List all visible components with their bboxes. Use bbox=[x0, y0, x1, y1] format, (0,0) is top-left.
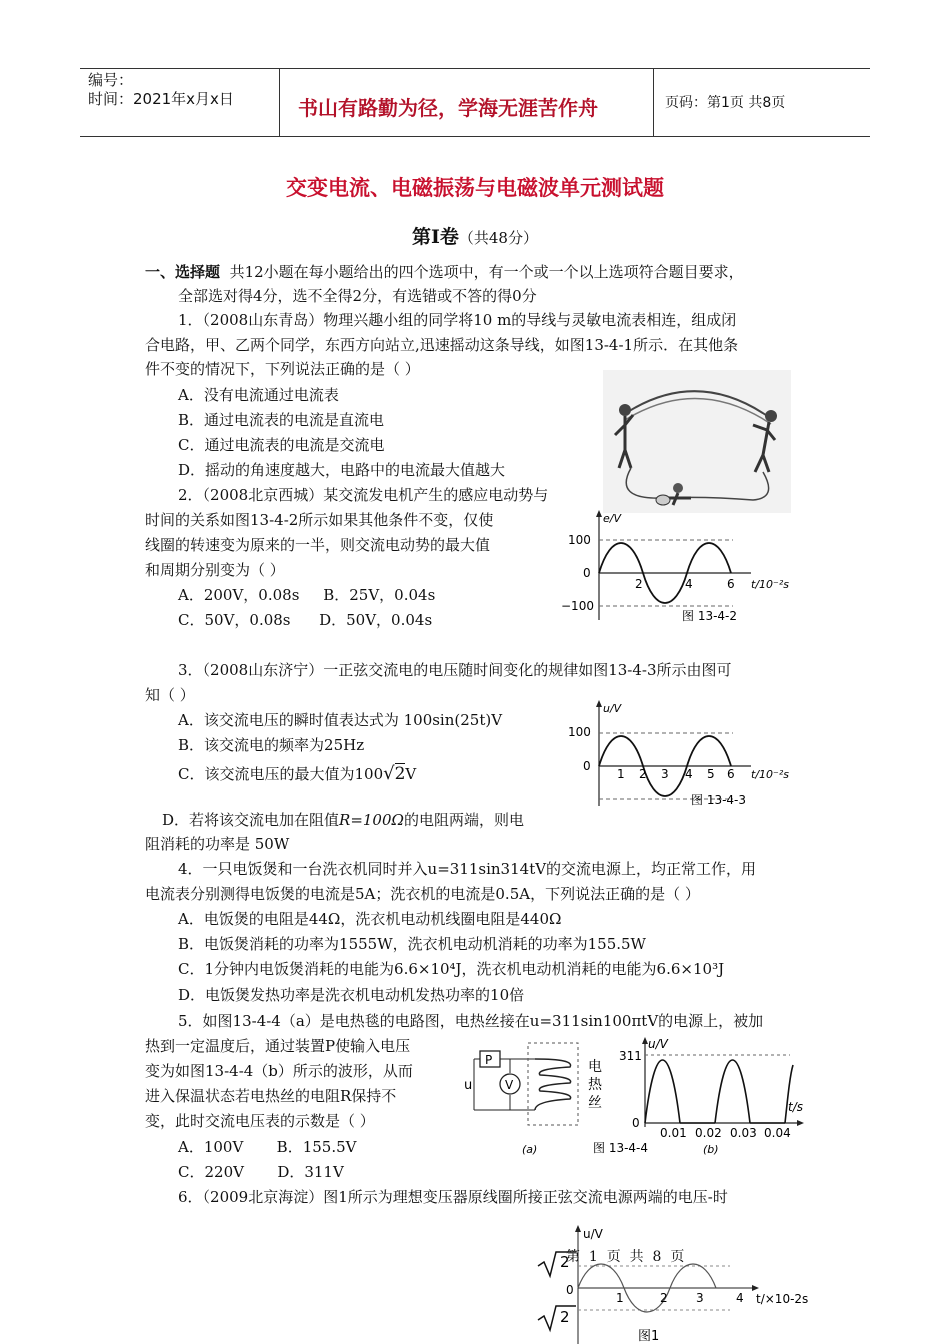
q6-xtick: 1 bbox=[616, 1291, 624, 1305]
q3-option-d-math: R=100Ω bbox=[339, 811, 404, 829]
q5-wire-label: 热 bbox=[588, 1077, 602, 1093]
q3-ylabel: u/V bbox=[603, 702, 622, 715]
q2-text: 2．（2008北京西城）某交流发电机产生的感应电动势与 bbox=[178, 486, 549, 504]
q2-ytick: −100 bbox=[561, 599, 594, 613]
volume-label: 第Ⅰ卷 bbox=[412, 226, 459, 248]
page-title: 交变电流、电磁振荡与电磁波单元测试题 bbox=[286, 176, 664, 200]
q5-figure bbox=[460, 1035, 805, 1158]
q1-option-d: D．摇动的角速度越大，电路中的电流最大值越大 bbox=[178, 461, 506, 479]
q2-ylabel: e/V bbox=[603, 512, 621, 525]
q3-option-a: A．该交流电压的瞬时值表达式为 100sin(25t)V bbox=[178, 711, 503, 729]
q5-device-p: P bbox=[485, 1053, 493, 1067]
q3-option-c-radicand: 2 bbox=[394, 764, 406, 784]
q6-xtick: 2 bbox=[660, 1291, 668, 1305]
q5-wire-label: 丝 bbox=[588, 1095, 602, 1111]
q5-caption-b: (b) bbox=[703, 1143, 719, 1156]
header-top-rule bbox=[80, 68, 870, 69]
header-bottom-rule bbox=[80, 136, 870, 137]
q3-option-b: B．该交流电的频率为25Hz bbox=[178, 736, 365, 754]
q6-xlabel: t/×10-2s bbox=[756, 1292, 809, 1306]
q1-option-a: A．没有电流通过电流表 bbox=[178, 386, 339, 404]
q3-caption: 图 13-4-3 bbox=[691, 793, 747, 807]
q3-ytick: 100 bbox=[568, 725, 591, 739]
q3-option-d bbox=[162, 810, 524, 830]
header-motto: 书山有路勤为径，学海无涯苦作舟 bbox=[298, 96, 598, 120]
q1-text: 件不变的情况下，下列说法正确的是（ ） bbox=[145, 360, 420, 378]
q5-caption: 图 13-4-4 bbox=[593, 1141, 649, 1155]
q5-voltmeter: V bbox=[505, 1078, 514, 1092]
q5-options: C．220V D．311V bbox=[178, 1163, 344, 1181]
q2-text: 线圈的转速变为原来的一半，则交流电动势的最大值 bbox=[145, 536, 491, 554]
q2-xtick: 2 bbox=[635, 577, 643, 591]
q3-xtick: 3 bbox=[661, 767, 669, 781]
q1-option-c: C．通过电流表的电流是交流电 bbox=[178, 436, 385, 454]
q5-origin: 0 bbox=[632, 1116, 640, 1130]
q3-xtick: 5 bbox=[707, 767, 715, 781]
q2-xlabel: t/10⁻²s bbox=[751, 578, 789, 591]
q5-text: 变，此时交流电压表的示数是（ ） bbox=[145, 1112, 375, 1130]
q1-illustration bbox=[603, 370, 791, 513]
header-date: 时间：2021年x月x日 bbox=[88, 90, 234, 108]
q5-wire-label: 电 bbox=[588, 1059, 602, 1075]
q2-options: A．200V，0.08s B．25V，0.04s bbox=[178, 586, 436, 604]
q3-text: 3．（2008山东济宁）一正弦交流电的电压随时间变化的规律如图13-4-3所示由图可 bbox=[178, 661, 732, 679]
q5-xtick: 0.02 bbox=[695, 1126, 722, 1140]
q6-origin: 0 bbox=[566, 1283, 574, 1297]
q5-ytick: 311 bbox=[619, 1049, 642, 1063]
q5-xtick: 0.03 bbox=[730, 1126, 757, 1140]
q2-graph bbox=[555, 508, 800, 626]
q5-label-u: u bbox=[464, 1078, 473, 1093]
q3-graph bbox=[555, 698, 800, 810]
q3-ytick: 0 bbox=[583, 759, 591, 773]
q3-text: 知（ ） bbox=[145, 686, 195, 704]
volume-score: （共48分） bbox=[458, 229, 538, 247]
q5-options: A．100V B．155.5V bbox=[178, 1138, 357, 1156]
q6-graph bbox=[530, 1222, 820, 1344]
q5-text: 5．如图13-4-4（a）是电热毯的电路图，电热丝接在u=311sin100πtV的电源上，被加 bbox=[178, 1012, 764, 1030]
q6-sqrt-top: 2 bbox=[560, 1253, 570, 1271]
q5-text: 进入保温状态若电热丝的电阻R保持不 bbox=[145, 1087, 397, 1105]
q2-xtick: 4 bbox=[685, 577, 693, 591]
q4-text: 4．一只电饭煲和一台洗衣机同时并入u=311sin314tV的交流电源上，均正常工作，用 bbox=[178, 860, 757, 878]
q2-options: C．50V，0.08s D．50V，0.04s bbox=[178, 611, 433, 629]
q3-option-d-text: 的电阻两端，则电 bbox=[403, 811, 524, 829]
header-page-info: 页码：第1页 共8页 bbox=[665, 95, 786, 111]
q5-xtick: 0.04 bbox=[764, 1126, 791, 1140]
q4-option-a: A．电饭煲的电阻是44Ω，洗衣机电动机线圈电阻是440Ω bbox=[178, 910, 562, 928]
q2-ytick: 0 bbox=[583, 566, 591, 580]
q2-text: 时间的关系如图13-4-2所示如果其他条件不变，仅使 bbox=[145, 511, 494, 529]
q3-option-d-line2: 阻消耗的功率是 50W bbox=[145, 835, 290, 853]
q2-ytick: 100 bbox=[568, 533, 591, 547]
q3-xtick: 6 bbox=[727, 767, 735, 781]
q6-caption: 图1 bbox=[638, 1329, 660, 1344]
q3-xtick: 4 bbox=[685, 767, 693, 781]
q4-option-c: C．1分钟内电饭煲消耗的电能为6.6×10⁴J，洗衣机电动机消耗的电能为6.6×10³J bbox=[178, 960, 725, 978]
q5-xtick: 0.01 bbox=[660, 1126, 687, 1140]
q2-xtick: 6 bbox=[727, 577, 735, 591]
q4-text: 电流表分别测得电饭煲的电流是5A；洗衣机的电流是0.5A，下列说法正确的是（ ） bbox=[145, 885, 700, 903]
q1-text: 合电路，甲、乙两个同学，东西方向站立,迅速摇动这条导线，如图13-4-1所示．在其他条 bbox=[145, 336, 739, 354]
volume-heading bbox=[0, 222, 950, 249]
header-divider bbox=[653, 68, 654, 136]
q3-xtick: 2 bbox=[639, 767, 647, 781]
q5-text: 变为如图13-4-4（b）所示的波形，从而 bbox=[145, 1062, 413, 1080]
q4-option-d: D．电饭煲发热功率是洗衣机电动机发热功率的10倍 bbox=[178, 986, 525, 1004]
header-number: 编号： bbox=[88, 71, 134, 89]
q6-ylabel: u/V bbox=[583, 1227, 603, 1241]
q3-xlabel: t/10⁻²s bbox=[751, 768, 789, 781]
header-divider bbox=[279, 68, 280, 136]
section-intro-line: 全部选对得4分，选不全得2分，有选错或不答的得0分 bbox=[178, 287, 537, 305]
section-intro-line: 共12小题在每小题给出的四个选项中，有一个或一个以上选项符合题目要求， bbox=[229, 263, 744, 281]
section-heading: 一、选择题 bbox=[145, 263, 221, 281]
q3-xtick: 1 bbox=[617, 767, 625, 781]
q3-option-c: C．该交流电压的最大值为100√2V bbox=[178, 763, 417, 784]
q5-caption-a: (a) bbox=[522, 1143, 538, 1156]
section-intro bbox=[145, 262, 744, 282]
q6-sqrt-bottom: 2 bbox=[560, 1308, 570, 1326]
q5-ylabel: u/V bbox=[648, 1037, 668, 1051]
q3-option-c-unit: V bbox=[405, 765, 417, 783]
q3-option-c-text: C．该交流电压的最大值为100 bbox=[178, 765, 384, 783]
q2-caption: 图 13-4-2 bbox=[682, 609, 738, 623]
q2-text: 和周期分别变为（ ） bbox=[145, 561, 285, 579]
q1-option-b: B．通过电流表的电流是直流电 bbox=[178, 411, 385, 429]
q4-option-b: B．电饭煲消耗的功率为1555W，洗衣机电动机消耗的功率为155.5W bbox=[178, 935, 646, 953]
page-footer: 第 1 页 共 8 页 bbox=[566, 1249, 685, 1265]
q6-xtick: 4 bbox=[736, 1291, 744, 1305]
q5-text: 热到一定温度后，通过装置P使输入电压 bbox=[145, 1037, 411, 1055]
q3-option-d-text: D．若将该交流电加在阻值 bbox=[162, 811, 340, 829]
q5-xlabel: t/s bbox=[788, 1100, 803, 1114]
q1-text: 1．（2008山东青岛）物理兴趣小组的同学将10 m的导线与灵敏电流表相连，组成闭 bbox=[178, 311, 737, 329]
q6-xtick: 3 bbox=[696, 1291, 704, 1305]
q6-text: 6．（2009北京海淀）图1所示为理想变压器原线圈所接正弦交流电源两端的电压-时 bbox=[178, 1188, 728, 1206]
